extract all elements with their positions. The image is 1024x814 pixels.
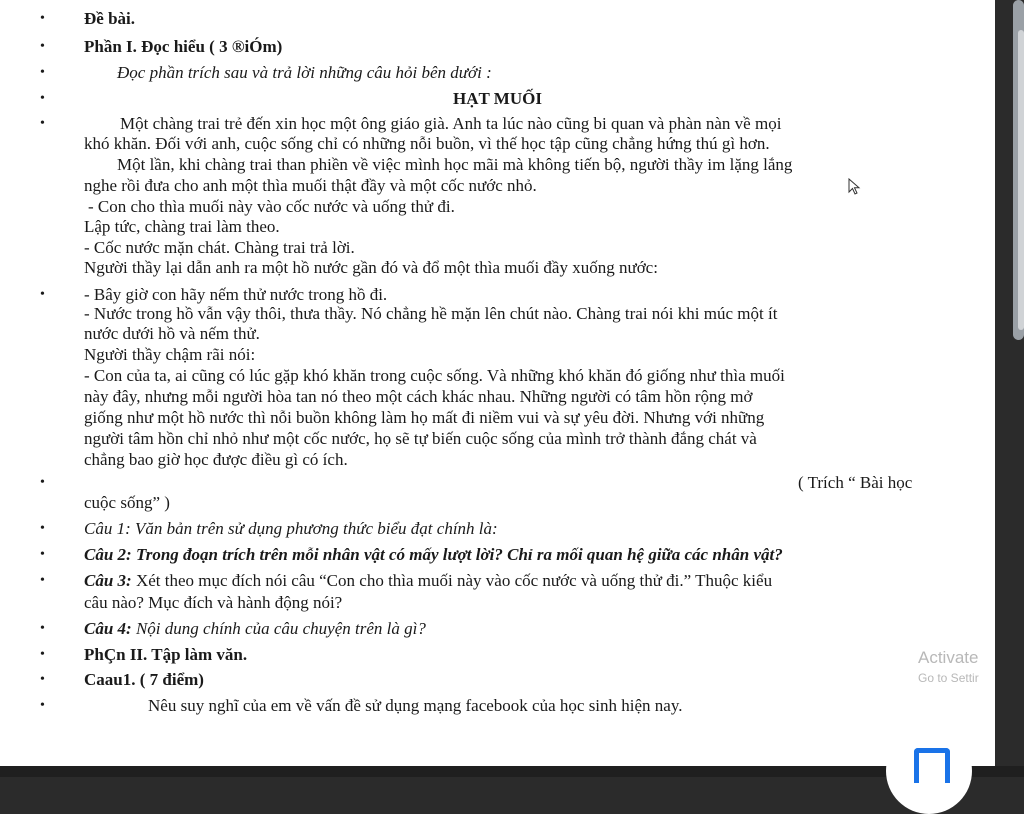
story-line: này đây, nhưng mỗi người hòa tan nó theo một cách khác nhau. Những người có tâm hồn rộng mở [84,387,753,406]
essay-prompt: Nêu suy nghĩ của em về vấn đề sử dụng mạng facebook của học sinh hiện nay. [148,696,683,715]
essay-task-heading: Caau1. ( 7 điểm) [84,670,204,689]
question-1: Câu 1: Văn bản trên sử dụng phương thức biểu đạt chính là: [84,519,498,538]
story-line: Người thầy lại dẫn anh ra một hồ nước gần đó và đổ một thìa muối đầy xuống nước: [84,258,658,277]
bottom-bar [0,766,1024,777]
bullet: • [40,647,45,662]
story-line: người tâm hồn chỉ nhỏ như một cốc nước, họ sẽ tự biến cuộc sống của mình trở thành đắng chát và [84,429,757,448]
de-bai-heading: Đề bài. [84,9,135,28]
bullet: • [40,11,45,26]
bullet: • [40,39,45,54]
reading-instruction: Đọc phần trích sau và trả lời những câu hỏi bên dưới : [117,63,492,82]
activate-watermark-settings: Go to Settir [918,671,979,685]
part2-heading: PhÇn II. Tập làm văn. [84,645,248,664]
scrollbar-thumb[interactable] [1018,30,1024,330]
question-4: Câu 4: Nội dung chính của câu chuyện trên là gì? [84,619,426,638]
question-3-cont: câu nào? Mục đích và hành động nói? [84,593,343,612]
bullet: • [40,547,45,562]
bullet: • [40,91,45,106]
story-line: Một lần, khi chàng trai than phiền về việc mình học mãi mà không tiến bộ, người thầy im lặng lắng [117,155,793,174]
bullet: • [40,116,45,131]
story-line: Người thầy chậm rãi nói: [84,345,256,364]
bullet: • [40,621,45,636]
citation-source: ( Trích “ Bài học [798,473,913,492]
bullet: • [40,287,45,302]
story-line: Lập tức, chàng trai làm theo. [84,217,280,236]
story-line: - Nước trong hồ vẫn vậy thôi, thưa thầy. Nó chẳng hề mặn lên chút nào. Chàng trai nói khi múc một ít [84,304,778,323]
story-line: - Cốc nước mặn chát. Chàng trai trả lời. [84,238,355,257]
story-line: - Con của ta, ai cũng có lúc gặp khó khăn trong cuộc sống. Và những khó khăn đó giống như thìa muối [84,366,785,385]
story-line: Một chàng trai trẻ đến xin học một ông giáo già. Anh ta lúc nào cũng bi quan và phàn nàn về mọi [120,114,782,133]
citation-source-end: cuộc sống” ) [84,493,170,512]
story-line: nghe rồi đưa cho anh một thìa muối thật đầy và một cốc nước nhỏ. [84,176,537,195]
mouse-cursor-icon [848,178,862,196]
bullet: • [40,698,45,713]
story-title: HẠT MUỐI [453,89,542,108]
part1-heading: Phần I. Đọc hiểu ( 3 ®iÓm) [84,37,283,56]
story-line: - Bây giờ con hãy nếm thử nước trong hồ đi. [84,285,388,304]
story-line: khó khăn. Đối với anh, cuộc sống chỉ có những nỗi buồn, vì thế học tập cũng chẳng hứng thú gì hơn. [84,134,770,153]
bullet: • [40,521,45,536]
story-line: chẳng bao giờ học được điều gì có ích. [84,450,348,469]
story-line: - Con cho thìa muối này vào cốc nước và uống thử đi. [88,197,455,216]
bullet: • [40,573,45,588]
app-logo-icon [914,748,950,783]
story-line: giống như một hồ nước thì nỗi buồn không làm họ mất đi niềm vui và sự yêu đời. Nhưng với những [84,408,765,427]
question-2: Câu 2: Trong đoạn trích trên mỗi nhân vật có mấy lượt lời? Chỉ ra mối quan hệ giữa các nhân vật? [84,545,783,564]
bullet: • [40,475,45,490]
question-3: Câu 3: Xét theo mục đích nói câu “Con cho thìa muối này vào cốc nước và uống thử đi.” Thuộc kiểu [84,571,773,590]
bullet: • [40,65,45,80]
story-line: nước dưới hồ và nếm thử. [84,324,260,343]
bullet: • [40,672,45,687]
activate-watermark: Activate [918,648,979,667]
